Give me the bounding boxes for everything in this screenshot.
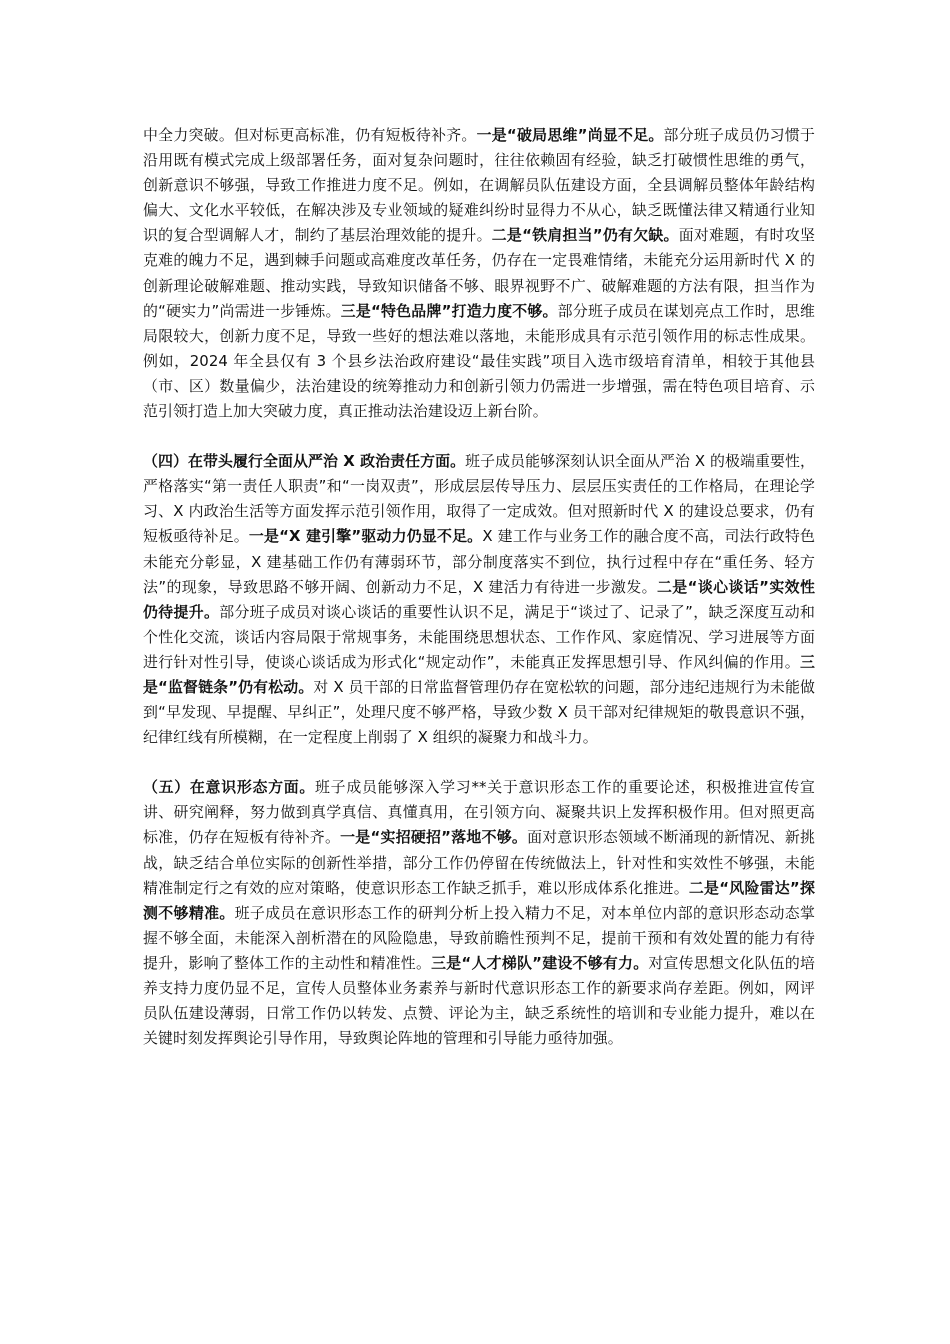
text-run: 部分班子成员在谋划亮点工作时，思维局限较大，创新力度不足，导致一些好的想法难以落地，未能形成具有示范引领作用的标志性成果。例如，2024 年全县仅有 3 个县乡法治政府建设“最佳实践”项目入选市级培育清单，相较于其他县（市、区）数量偏少，法治建设的统筹推动力和创新引领力仍需进一步增强，需在特色项目培育、示范引领打造上加大突破力度，真正推动法治建设迈上新台阶。 [143, 301, 815, 421]
text-run: 班子成员在意识形态工作的研判分析上投入精力不足，对本单位内部的意识形态动态掌握不够全面，未能深入剖析潜在的风险隐患，导致前瞻性预判不足，提前干预和有效处置的能力有待提升，影响了整体工作的主动性和精准性。 [143, 903, 815, 972]
section-heading-four: （四）在带头履行全面从严治 X 政治责任方面。 [143, 452, 466, 471]
text-run: X 建工作与业务工作的融合度不高，司法行政特色未能充分彰显，X 建基础工作仍有薄弱环节，部分制度落实不到位，执行过程中存在“重任务、轻方法”的现象，导致思路不够开阔、创新动力不足，X 建活力有待进一步激发。 [143, 527, 815, 596]
bold-heading-three: 三是“监督链条”仍有松动。 [143, 652, 815, 696]
paragraph-section-four [143, 449, 815, 750]
text-run: 对 X 员干部的日常监督管理仍存在宽松软的问题，部分违纪违规行为未能做到“早发现、早提醒、早纠正”，处理尺度不够严格，导致少数 X 员干部对纪律规矩的敬畏意识不强，纪律红线有所模糊，在一定程度上削弱了 X 组织的凝聚力和战斗力。 [143, 677, 815, 747]
section-heading-five: （五）在意识形态方面。 [143, 778, 316, 797]
text-run: 面对难题，有时攻坚克难的魄力不足，遇到棘手问题或高难度改革任务，仍存在一定畏难情绪，未能充分运用新时代 X 的创新理论破解难题、推动实践，导致知识储备不够、眼界视野不广、破解难题的方法有限，担当作为的“硬实力”尚需进一步锤炼。 [143, 226, 815, 320]
paragraph-continuation [143, 123, 815, 424]
bold-heading-two: 二是“铁肩担当”仍有欠缺。 [491, 226, 679, 245]
text-run: 对宣传思想文化队伍的培养支持力度仍显不足，宣传人员整体业务素养与新时代意识形态工作的新要求尚存差距。例如，网评员队伍建设薄弱，日常工作仍以转发、点赞、评论为主，缺乏系统性的培训和专业能力提升，难以在关键时刻发挥舆论引导作用，导致舆论阵地的管理和引导能力亟待加强。 [143, 953, 815, 1048]
text-run: 班子成员能够深刻认识全面从严治 X 的极端重要性，严格落实“第一责任人职责”和“一岗双责”，形成层层传导压力、层层压实责任的工作格局，在理论学习、X 内政治生活等方面发挥示范引领作用，取得了一定成效。但对照新时代 X 的建设总要求，仍有短板亟待补足。 [143, 452, 815, 546]
text-run: 面对意识形态领域不断涌现的新情况、新挑战，缺乏结合单位实际的创新性举措，部分工作仍停留在传统做法上，针对性和实效性不够强，未能精准制定行之有效的应对策略，使意识形态工作缺乏抓手，难以形成体系化推进。 [143, 828, 815, 897]
text-run: 部分班子成员对谈心谈话的重要性认识不足，满足于“谈过了、记录了”，缺乏深度互动和个性化交流，谈话内容局限于常规事务，未能围绕思想状态、工作作风、家庭情况、学习进展等方面进行针对性引导，使谈心谈话成为形式化“规定动作”，未能真正发挥思想引导、作风纠偏的作用。 [143, 602, 815, 671]
bold-heading-three: 三是“特色品牌”打造力度不够。 [340, 301, 558, 320]
bold-heading-one: 一是“破局思维”尚显不足。 [476, 126, 664, 144]
paragraph-section-five [143, 775, 815, 1051]
text-run: 部分班子成员仍习惯于沿用既有模式完成上级部署任务，面对复杂问题时，往往依赖固有经验，缺乏打破惯性思维的勇气，创新意识不够强，导致工作推进力度不足。例如，在调解员队伍建设方面，全县调解员整体年龄结构偏大、文化水平较低，在解决涉及专业领域的疑难纠纷时显得力不从心，缺乏既懂法律又精通行业知识的复合型调解人才，制约了基层治理效能的提升。 [143, 126, 815, 245]
bold-heading-two: 二是“谈心谈话”实效性仍待提升。 [143, 577, 815, 621]
bold-heading-three: 三是“人才梯队”建设不够有力。 [431, 953, 649, 972]
bold-heading-two: 二是“风险雷达”探测不够精准。 [143, 878, 815, 922]
text-run: 中全力突破。但对标更高标准，仍有短板待补齐。 [143, 126, 477, 144]
text-run: 班子成员能够深入学习**关于意识形态工作的重要论述，积极推进宣传宣讲、研究阐释，努力做到真学真信、真懂真用，在引领方向、凝聚共识上发挥积极作用。但对照更高标准，仍存在短板有待补齐。 [143, 778, 815, 847]
bold-heading-one: 一是“实招硬招”落地不够。 [340, 828, 528, 847]
bold-heading-one: 一是“X 建引擎”驱动力仍显不足。 [248, 527, 483, 546]
